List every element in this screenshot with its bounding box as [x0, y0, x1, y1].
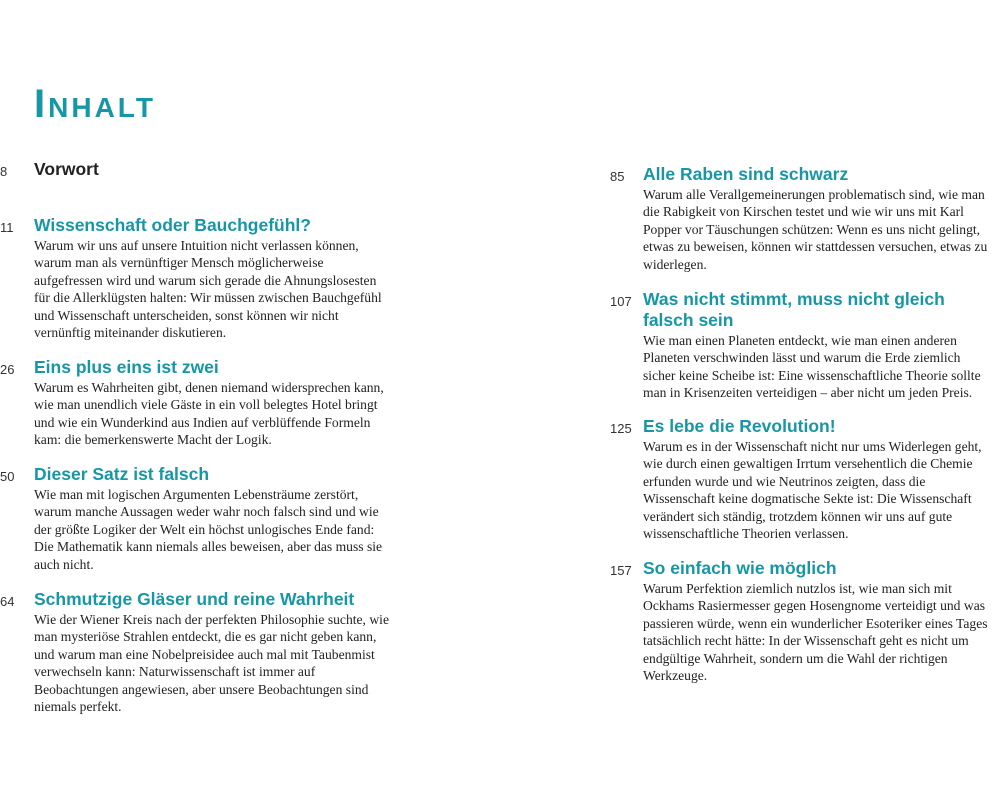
toc-page-number: 85 — [610, 169, 625, 184]
toc-entry-es-lebe-die-revolution[interactable] — [610, 416, 993, 542]
toc-entry-description: Wie der Wiener Kreis nach der perfekten Philosophie suchte, wie man mysteriöse Strahlen entdeckt, die es gar nicht geben kann, und warum man eine Nobelpreisidee auch mal mit Taubenmist verwechseln kann: Naturwissenschaft ist immer auf Beobachtungen angewiesen, aber unsere Beobachtungen sind niemals perfekt. — [34, 612, 389, 715]
toc-entry-dieser-satz-ist-falsch[interactable] — [0, 464, 394, 573]
title-rest: NHALT — [48, 92, 156, 123]
toc-entry-title: Schmutzige Gläser und reine Wahrheit — [34, 589, 355, 609]
toc-entry-title: Vorwort — [34, 159, 99, 179]
toc-page-number: 50 — [0, 469, 15, 484]
toc-entry-title: Dieser Satz ist falsch — [34, 464, 210, 484]
toc-entry-was-nicht-stimmt[interactable] — [610, 289, 993, 402]
toc-page-number: 26 — [0, 362, 15, 377]
toc-entry-description: Wie man einen Planeten entdeckt, wie man einen anderen Planeten verschwinden lässt und warum die Erde ziemlich sicher keine Scheibe ist: Eine wissenschaftliche Theorie sollte man in Krisenzeiten verteidigen – aber nicht um jeden Preis. — [643, 333, 981, 401]
toc-page-number: 8 — [0, 164, 8, 179]
toc-entry-vorwort[interactable] — [0, 159, 394, 180]
toc-page-number: 11 — [0, 220, 14, 235]
toc-page-number: 64 — [0, 594, 15, 609]
toc-page-number: 125 — [610, 421, 632, 436]
toc-entry-title: Alle Raben sind schwarz — [643, 164, 849, 184]
toc-entry-description: Warum es in der Wissenschaft nicht nur ums Widerlegen geht, wie durch einen gewaltigen Irrtum versehentlich die Chemie erfunden wurde und wie Neutrinos zeigten, dass die Wissenschaft keine dogmatische Sekte ist: Die Wissenschaft verändert sich ständig, trotzdem können wir uns auf gute wissenschaftliche Theorien verlassen. — [643, 439, 982, 542]
toc-entry-description: Warum wir uns auf unsere Intuition nicht verlassen können, warum man als vernünftiger Mensch möglicherweise aufgefressen wird und warum sich gerade die Ahnungslosesten für die Allerklügsten halten: Wir müssen zwischen Bauchgefühl und Wissenschaft unterscheiden, sonst können wir nicht vernünftig miteinander diskutieren. — [34, 238, 382, 341]
toc-entry-description: Warum es Wahrheiten gibt, denen niemand widersprechen kann, wie man unendlich viele Gäste in ein voll belegtes Hotel bringt und wie ein Wunderkind aus Indien auf verblüffende Formeln kam: die bemerkenswerte Macht der Logik. — [34, 380, 384, 448]
toc-page-number: 157 — [610, 563, 632, 578]
toc-entry-schmutzige-glaeser[interactable] — [0, 589, 394, 715]
toc-entry-wissenschaft-oder-bauchgefuehl[interactable] — [0, 215, 394, 341]
toc-entry-description: Warum alle Verallgemeinerungen problematisch sind, wie man die Rabigkeit von Kirschen testet und wie wir uns mit Karl Popper vor Täuschungen schützen: Wenn es uns nicht gelingt, etwas zu beweisen, können wir stattdessen versuchen, etwas zu widerlegen. — [643, 187, 988, 272]
toc-entry-alle-raben[interactable] — [610, 164, 993, 273]
toc-entry-eins-plus-eins[interactable] — [0, 357, 394, 449]
page-title — [34, 84, 156, 124]
toc-entry-title: Es lebe die Revolution! — [643, 416, 836, 436]
toc-entry-title: So einfach wie möglich — [643, 558, 837, 578]
toc-entry-title: Was nicht stimmt, muss nicht gleich falsch sein — [643, 289, 945, 330]
title-initial: I — [34, 82, 49, 126]
toc-entry-description: Warum Perfektion ziemlich nutzlos ist, wie man sich mit Ockhams Rasiermesser gegen Hosengnome verteidigt und was passieren würde, wenn ein wunderlicher Esoteriker eines Tages tatsächlich recht hätte: In der Wissenschaft geht es nicht um endgültige Wahrheit, sondern um die Wahl der richtigen Werkzeuge. — [643, 581, 988, 684]
toc-entry-title: Wissenschaft oder Bauchgefühl? — [34, 215, 311, 235]
toc-entry-so-einfach-wie-moeglich[interactable] — [610, 558, 993, 684]
toc-entry-description: Wie man mit logischen Argumenten Lebensträume zerstört, warum manche Aussagen weder wahr noch falsch sind und wie der größte Logiker der Welt ein höchst unlogisches Ende fand: Die Mathematik kann niemals alles beweisen, aber das muss sie auch nicht. — [34, 487, 383, 572]
toc-entry-title: Eins plus eins ist zwei — [34, 357, 219, 377]
toc-page-number: 107 — [610, 294, 632, 309]
